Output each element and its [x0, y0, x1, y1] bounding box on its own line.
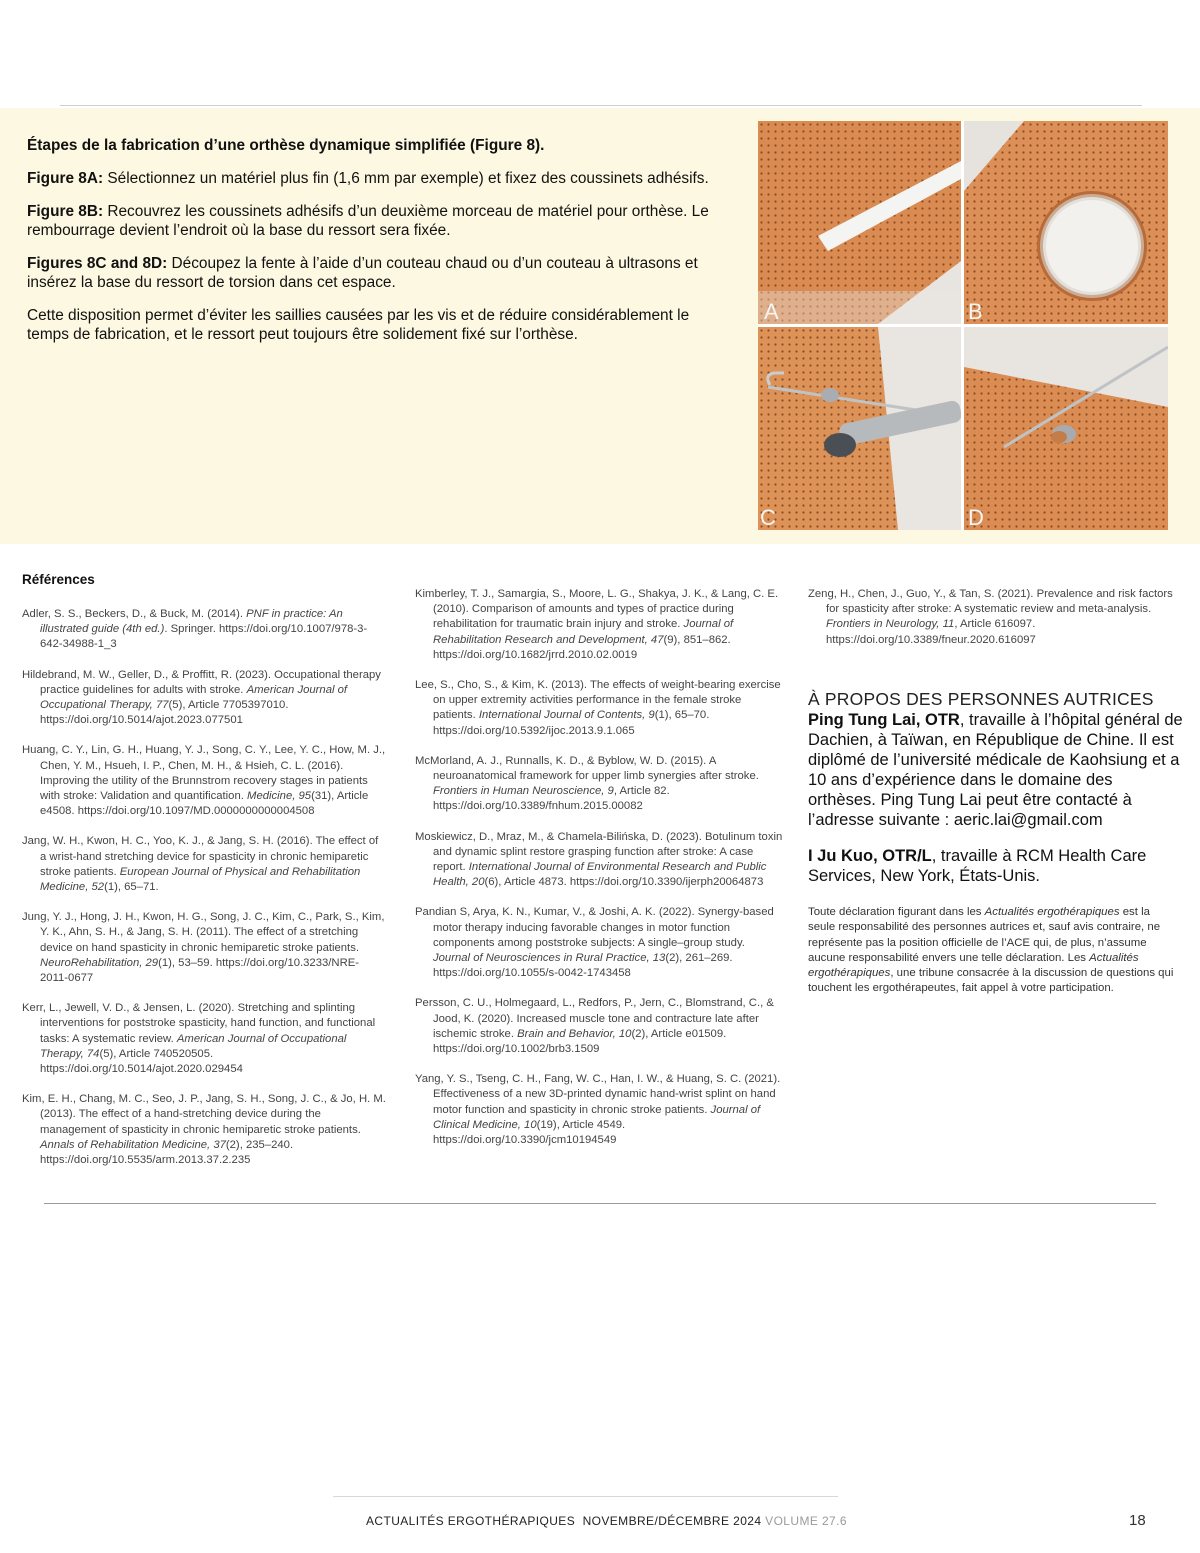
references-column-2: [415, 587, 785, 1163]
disclaimer: Toute déclaration figurant dans les Actualités ergothérapiques est la seule responsabilité des personnes autrices et, sauf avis contraire, ne représente pas la position officielle de l’ACE qui, de plus, n’assume aucune responsabilité envers une telle déclaration. Les Actualités ergothérapiques, une tribune consacrée à la discussion de questions qui touchent les ergothérapeutes, fait appel à votre participation.: [808, 906, 1174, 995]
running-footer: [366, 1514, 847, 1528]
photo-label-b: B: [968, 299, 983, 324]
figure-8a-text: Figure 8A: Sélectionnez un matériel plus fin (1,6 mm par exemple) et fixez des coussinets adhésifs.: [27, 170, 709, 187]
figure-8b-text: Figure 8B: Recouvrez les coussinets adhésifs d’un deuxième morceau de matériel pour orthèse. Le rembourrage devient l’endroit où la base du ressort sera fixée.: [27, 203, 709, 239]
reference-entry: Jang, W. H., Kwon, H. C., Yoo, K. J., & Jang, S. H. (2016). The effect of a wrist-hand stretching device for spasticity in chronic hemiparetic stroke patients. European Journal of Physical and Rehabilitation Medicine, 52(1), 65–71.: [22, 835, 379, 894]
figure-8-photo-grid: [758, 121, 1168, 530]
reference-entry: Yang, Y. S., Tseng, C. H., Fang, W. C., Han, I. W., & Huang, S. C. (2021). Effectiveness of a new 3D-printed dynamic hand-wrist splint on hand motor function and spasticity in chronic stroke patients. Journal of Clinical Medicine, 10(19), Article 4549. https://doi.org/10.3390/jcm10194549: [415, 1073, 781, 1147]
photo-label-a: A: [764, 299, 779, 324]
reference-entry: Persson, C. U., Holmegaard, L., Redfors, P., Jern, C., Blomstrand, C., & Jood, K. (2020). Increased muscle tone and contracture late after ischemic stroke. Brain and Behavior, 10(2), Article e01509. https://doi.org/10.1002/brb3.1509: [415, 997, 774, 1056]
figure-box: [0, 108, 1200, 544]
reference-entry: Kerr, L., Jewell, V. D., & Jensen, L. (2020). Stretching and splinting interventions for poststroke spasticity, hand function, and functional tasks: A systematic review. American Journal of Occupational Therapy, 74(5), Article 740520505. https://doi.org/10.5014/ajot.2020.029454: [22, 1002, 376, 1076]
reference-entry: Hildebrand, M. W., Geller, D., & Proffitt, R. (2023). Occupational therapy practice guidelines for adults with stroke. American Journal of Occupational Therapy, 77(5), Article 7705397010. https://doi.org/10.5014/ajot.2023.077501: [22, 668, 381, 727]
figure-8cd-text: Figures 8C and 8D: Découpez la fente à l’aide d’un couteau chaud ou d’un couteau à ultrasons et insérez la base du ressort de torsion dans cet espace.: [27, 255, 698, 291]
figure-caption: [27, 136, 732, 358]
reference-entry: Zeng, H., Chen, J., Guo, Y., & Tan, S. (2021). Prevalence and risk factors for spasticity after stroke: A systematic review and meta-analysis. Frontiers in Neurology, 11, Article 616097. https://doi.org/10.3389/fneur.2020.616097: [808, 588, 1173, 646]
reference-entry: Lee, S., Cho, S., & Kim, K. (2013). The effects of weight-bearing exercise on upper extremity activities performance in the female stroke patients. International Journal of Contents, 9(1), 65–70. https://doi.org/10.5392/ijoc.2013.9.1.065: [415, 679, 781, 737]
footer-rule: [333, 1496, 838, 1497]
issue-date: NOVEMBRE/DÉCEMBRE 2024: [582, 1514, 762, 1528]
page-number: 18: [1129, 1512, 1146, 1529]
author-2-bio: I Ju Kuo, OTR/L, travaille à RCM Health Care Services, New York, États-Unis.: [808, 847, 1147, 885]
author-1-bio: Ping Tung Lai, OTR, travaille à l’hôpital général de Dachien, à Taïwan, en République de Chine. Il est diplômé de l’université médicale de Kaohsiung et a 10 ans d’expérience dans le domaine des orthèses. Ping Tung Lai peut être contacté à l’adresse suivante : aeric.lai@gmail.com: [808, 711, 1183, 829]
photo-b: [964, 121, 1168, 324]
reference-entry: Adler, S. S., Beckers, D., & Buck, M. (2014). PNF in practice: An illustrated guide (4th ed.). Springer. https://doi.org/10.1007/978-3-642-34988-1_3: [22, 608, 368, 651]
bottom-rule: [44, 1203, 1156, 1204]
about-authors-heading: À PROPOS DES PERSONNES AUTRICES: [808, 689, 1154, 709]
photo-label-d: D: [968, 505, 984, 530]
reference-entry: Kim, E. H., Chang, M. C., Seo, J. P., Jang, S. H., Song, J. C., & Jo, H. M. (2013). The effect of a hand-stretching device during the management of spasticity in chronic hemiparetic stroke patients. Annals of Rehabilitation Medicine, 37(2), 235–240. https://doi.org/10.5535/arm.2013.37.2.235: [22, 1093, 386, 1167]
photo-d: [964, 327, 1168, 530]
reference-entry: Jung, Y. J., Hong, J. H., Kwon, H. G., Song, J. C., Kim, C., Park, S., Kim, Y. K., Ahn, S. H., & Jang, S. H. (2011). The effect of a stretching device on hand spasticity in chronic hemiparetic stroke patients. NeuroRehabilitation, 29(1), 53–59. https://doi.org/10.3233/NRE-2011-0677: [22, 911, 385, 985]
photo-c: [758, 327, 961, 530]
figure-summary-text: Cette disposition permet d’éviter les saillies causées par les vis et de réduire considérablement le temps de fabrication, et le ressort peut toujours être solidement fixé sur l’orthèse.: [27, 307, 690, 343]
figure-heading: Étapes de la fabrication d’une orthèse dynamique simplifiée (Figure 8).: [27, 137, 545, 154]
references-heading: Références: [22, 572, 95, 587]
photo-a: [758, 121, 961, 324]
volume-number: VOLUME 27.6: [765, 1514, 847, 1528]
references-column-1: [22, 607, 387, 1183]
journal-name: ACTUALITÉS ERGOTHÉRAPIQUES: [366, 1514, 576, 1528]
top-rule: [60, 105, 1142, 106]
photo-label-c: C: [760, 505, 776, 530]
reference-entry: Huang, C. Y., Lin, G. H., Huang, Y. J., Song, C. Y., Lee, Y. C., How, M. J., Chen, Y. M., Hsueh, I. P., Chen, M. H., & Hsieh, C. L. (2016). Improving the utility of the Brunnstrom recovery stages in patients with stroke: Validation and quantification. Medicine, 95(31), Article e4508. https://doi.org/10.1097/MD.0000000000004508: [22, 744, 386, 818]
reference-entry: Kimberley, T. J., Samargia, S., Moore, L. G., Shakya, J. K., & Lang, C. E. (2010). Comparison of amounts and types of practice during rehabilitation for traumatic brain injury and stroke. Journal of Rehabilitation Research and Development, 47(9), 851–862. https://doi.org/10.1682/jrrd.2010.02.0019: [415, 588, 779, 661]
about-authors: [808, 710, 1184, 902]
reference-entry: Moskiewicz, D., Mraz, M., & Chamela-Bilińska, D. (2023). Botulinum toxin and dynamic splint restore grasping function after stroke: A case report. International Journal of Environmental Research and Public Health, 20(6), Article 4873. https://doi.org/10.3390/ijerph20064873: [415, 830, 783, 889]
references-column-3: [808, 587, 1178, 663]
reference-entry: McMorland, A. J., Runnalls, K. D., & Byblow, W. D. (2015). A neuroanatomical framework for upper limb synergies after stroke. Frontiers in Human Neuroscience, 9, Article 82. https://doi.org/10.3389/fnhum.2015.00082: [415, 754, 759, 813]
reference-entry: Pandian S, Arya, K. N., Kumar, V., & Joshi, A. K. (2022). Synergy-based motor therapy inducing favorable changes in motor function components among poststroke subjects: A single–group study. Journal of Neurosciences in Rural Practice, 13(2), 261–269. https://doi.org/10.1055/s-0042-1743458: [415, 906, 774, 980]
